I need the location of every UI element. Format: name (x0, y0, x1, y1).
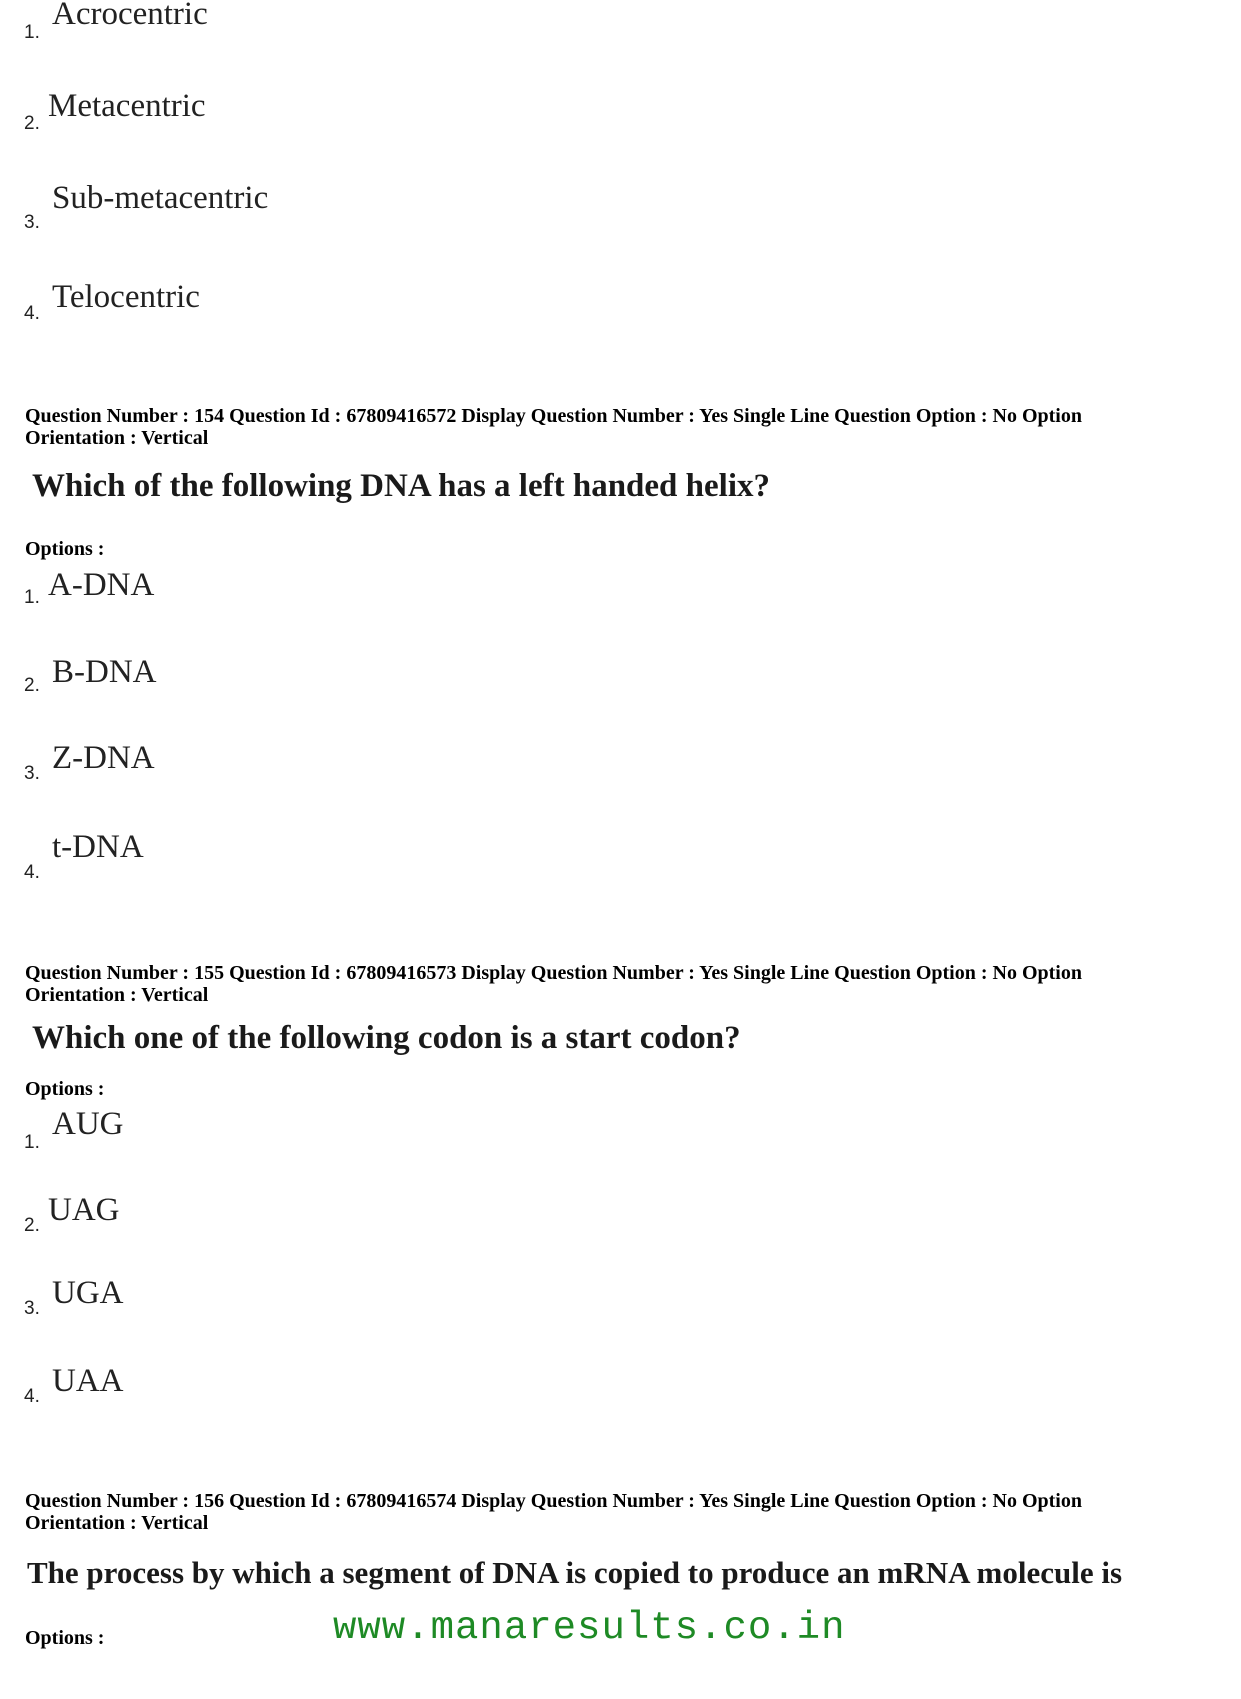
question-meta (25, 1490, 1082, 1534)
option-text: Z-DNA (52, 740, 155, 776)
question-text: Which one of the following codon is a start codon? (32, 1020, 741, 1056)
option-text: UAG (48, 1192, 120, 1228)
option-text: Metacentric (48, 88, 206, 124)
question-meta-line: Orientation : Vertical (25, 1512, 209, 1534)
question-text: Which of the following DNA has a left handed helix? (32, 468, 770, 504)
option-text: A-DNA (48, 567, 155, 603)
option-number: 3. (24, 763, 40, 784)
option-text: UGA (52, 1275, 124, 1311)
option-number: 2. (24, 675, 40, 696)
question-meta-line: Question Number : 156 Question Id : 67809416574 Display Question Number : Yes Single Line Question Option : No Option (25, 1490, 1082, 1512)
option-text: t-DNA (52, 829, 144, 865)
watermark-url: www.manaresults.co.in (333, 1606, 846, 1650)
option-text: UAA (52, 1363, 124, 1399)
option-number: 2. (24, 113, 40, 134)
option-text: B-DNA (52, 654, 157, 690)
question-meta (25, 405, 1082, 449)
option-number: 1. (24, 587, 40, 608)
question-meta-line: Question Number : 154 Question Id : 67809416572 Display Question Number : Yes Single Line Question Option : No Option (25, 405, 1082, 427)
question-text: The process by which a segment of DNA is copied to produce an mRNA molecule is (27, 1555, 1123, 1590)
options-label: Options : (25, 1627, 105, 1649)
question-meta-line: Orientation : Vertical (25, 427, 209, 449)
option-number: 2. (24, 1215, 40, 1236)
option-text: AUG (52, 1106, 124, 1142)
option-number: 4. (24, 862, 40, 883)
options-label: Options : (25, 538, 105, 560)
question-meta (25, 962, 1082, 1006)
question-meta-line: Question Number : 155 Question Id : 67809416573 Display Question Number : Yes Single Line Question Option : No Option (25, 962, 1082, 984)
option-number: 1. (24, 1132, 40, 1153)
option-number: 1. (24, 22, 40, 43)
options-label: Options : (25, 1078, 105, 1100)
option-number: 4. (24, 303, 40, 324)
option-number: 3. (24, 212, 40, 233)
option-number: 4. (24, 1386, 40, 1407)
question-meta-line: Orientation : Vertical (25, 984, 209, 1006)
option-text: Sub-metacentric (52, 180, 269, 216)
option-text: Acrocentric (52, 0, 208, 32)
option-number: 3. (24, 1298, 40, 1319)
option-text: Telocentric (52, 279, 200, 315)
